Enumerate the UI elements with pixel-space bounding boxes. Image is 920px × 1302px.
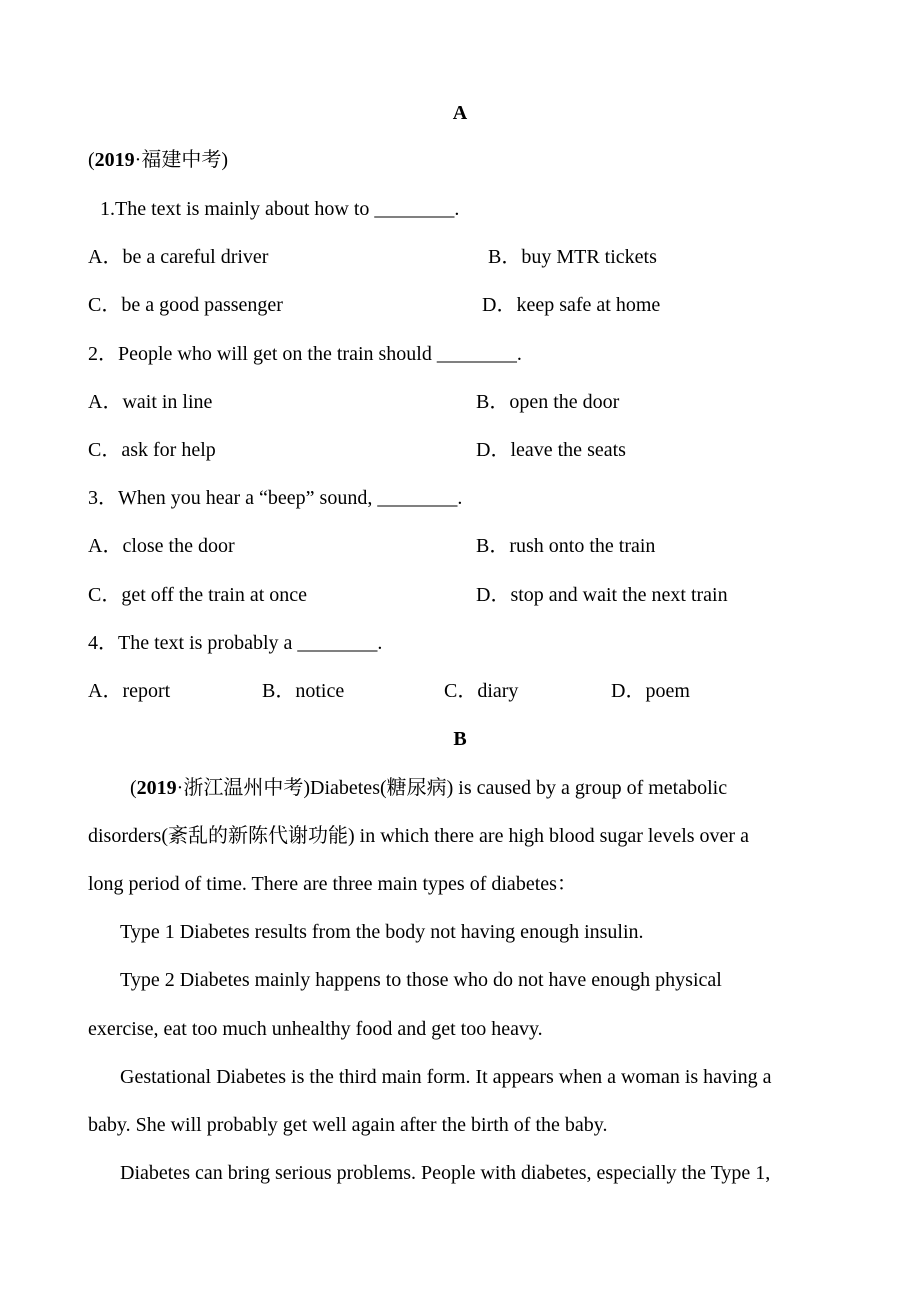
question-2-option-b: B．open the door xyxy=(476,391,620,413)
question-4-option-a: A．report xyxy=(88,680,171,702)
passage-line-5: Type 2 Diabetes mainly happens to those who do not have enough physical xyxy=(120,969,722,991)
passage-line-9: Diabetes can bring serious problems. People with diabetes, especially the Type 1, xyxy=(120,1162,771,1184)
question-3-option-a: A．close the door xyxy=(88,535,235,557)
question-3-stem: 3．When you hear a “beep” sound, ________. xyxy=(88,487,463,509)
source-open-paren: ( xyxy=(88,149,95,171)
question-1-option-a: A．be a careful driver xyxy=(88,246,269,268)
passage-line-2: disorders(紊乱的新陈代谢功能) in which there are high blood sugar levels over a xyxy=(88,825,749,847)
question-2-option-d: D．leave the seats xyxy=(476,439,626,461)
question-4-option-c: C．diary xyxy=(444,680,519,702)
source-year: 2019 xyxy=(94,149,135,171)
question-3-option-d: D．stop and wait the next train xyxy=(476,584,728,606)
passage-line-8: baby. She will probably get well again after the birth of the baby. xyxy=(88,1114,608,1136)
question-4-option-d: D．poem xyxy=(611,680,690,702)
passage-line-1 xyxy=(130,776,727,800)
passage-line-3: long period of time. There are three main types of diabetes： xyxy=(88,873,577,895)
passage-text: Diabetes(糖尿病) is caused by a group of metabolic xyxy=(310,777,728,799)
source-place: ·浙江温州中考) xyxy=(176,777,310,799)
question-1-option-b: B．buy MTR tickets xyxy=(488,246,657,268)
passage-line-7: Gestational Diabetes is the third main form. It appears when a woman is having a xyxy=(120,1066,772,1088)
source-year: 2019 xyxy=(136,777,177,799)
question-3-option-b: B．rush onto the train xyxy=(476,535,656,557)
question-2-option-a: A．wait in line xyxy=(88,391,213,413)
question-1-stem: 1.The text is mainly about how to ________. xyxy=(100,198,460,220)
question-4-option-b: B．notice xyxy=(262,680,345,702)
section-a-heading: A xyxy=(452,102,468,124)
question-3-option-c: C．get off the train at once xyxy=(88,584,308,606)
question-4-stem: 4．The text is probably a ________. xyxy=(88,632,383,654)
passage-line-4: Type 1 Diabetes results from the body not having enough insulin. xyxy=(120,921,644,943)
question-2-stem: 2．People who will get on the train should ________. xyxy=(88,343,522,365)
source-place: ·福建中考) xyxy=(134,149,228,171)
question-1-option-d: D．keep safe at home xyxy=(482,294,661,316)
section-b-heading: B xyxy=(453,728,467,750)
source-open-paren: ( xyxy=(130,777,137,799)
question-1-option-c: C．be a good passenger xyxy=(88,294,283,316)
question-2-option-c: C．ask for help xyxy=(88,439,216,461)
passage-line-6: exercise, eat too much unhealthy food and get too heavy. xyxy=(88,1018,543,1040)
section-a-source xyxy=(88,148,228,172)
